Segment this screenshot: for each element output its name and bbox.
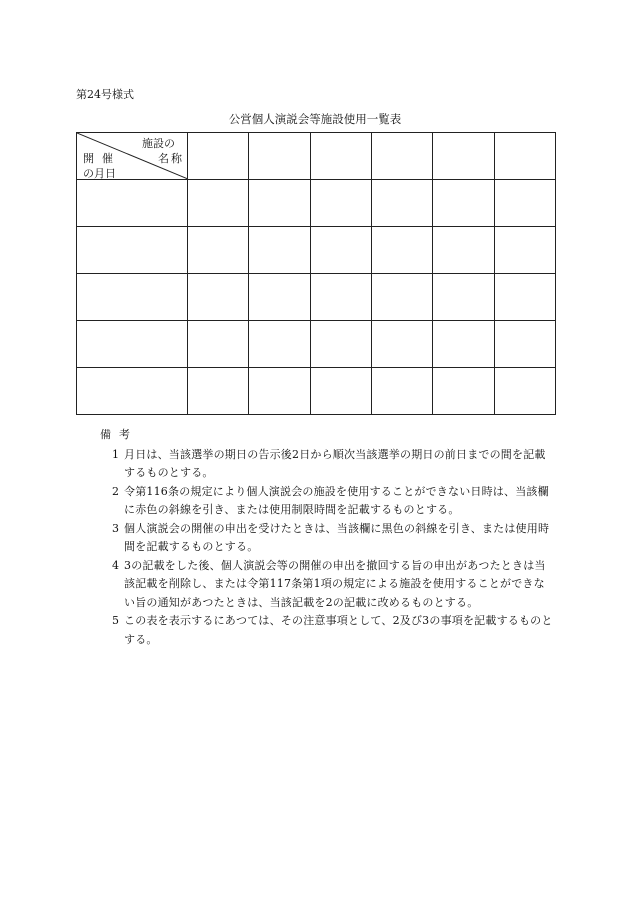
note-number: 2 bbox=[112, 484, 119, 498]
facility-column-header[interactable] bbox=[433, 133, 494, 180]
table-cell[interactable] bbox=[310, 274, 371, 321]
notes-title: 備考 bbox=[100, 428, 138, 441]
facility-column-header[interactable] bbox=[494, 133, 555, 180]
table-cell[interactable] bbox=[433, 321, 494, 368]
table-cell[interactable] bbox=[310, 227, 371, 274]
table-cell[interactable] bbox=[494, 227, 555, 274]
note-text: 3の記載をした後、個人演説会等の開催の申出を撤回する旨の申出があつたときは当該記載を削除し、または令第117条第1項の規定による施設を使用することができない旨の通知があつたときは、当該記載を2の記載に改めるものとする。 bbox=[124, 558, 546, 609]
date-cell[interactable] bbox=[77, 274, 188, 321]
table-cell[interactable] bbox=[494, 321, 555, 368]
corner-facility-label: 施設の bbox=[142, 137, 175, 150]
notes-section bbox=[100, 426, 555, 649]
table-cell[interactable] bbox=[371, 321, 432, 368]
note-item bbox=[112, 483, 555, 520]
corner-header-cell bbox=[77, 133, 188, 180]
table-header-row bbox=[77, 133, 556, 180]
note-text: 令第116条の規定により個人演説会の施設を使用することができない日時は、当該欄に赤色の斜線を引き、または使用制限時間を記載するものとする。 bbox=[124, 484, 549, 516]
table-cell[interactable] bbox=[188, 321, 249, 368]
date-cell[interactable] bbox=[77, 321, 188, 368]
facility-column-header[interactable] bbox=[249, 133, 310, 180]
table-row bbox=[77, 227, 556, 274]
note-number: 4 bbox=[112, 558, 119, 572]
table-row bbox=[77, 368, 556, 415]
table-cell[interactable] bbox=[494, 274, 555, 321]
note-item bbox=[112, 557, 555, 613]
note-number: 3 bbox=[112, 521, 119, 535]
facility-column-header[interactable] bbox=[188, 133, 249, 180]
table-cell[interactable] bbox=[188, 227, 249, 274]
note-item bbox=[112, 520, 555, 557]
corner-held-label: 開催 bbox=[83, 152, 121, 165]
table-cell[interactable] bbox=[249, 180, 310, 227]
table-cell[interactable] bbox=[188, 180, 249, 227]
date-cell[interactable] bbox=[77, 180, 188, 227]
date-cell[interactable] bbox=[77, 368, 188, 415]
table-cell[interactable] bbox=[188, 368, 249, 415]
table-row bbox=[77, 180, 556, 227]
note-item bbox=[112, 446, 555, 483]
document-title: 公営個人演説会等施設使用一覧表 bbox=[228, 112, 402, 126]
facility-column-header[interactable] bbox=[371, 133, 432, 180]
note-number: 5 bbox=[112, 614, 119, 627]
table-cell[interactable] bbox=[371, 227, 432, 274]
table-cell[interactable] bbox=[494, 180, 555, 227]
note-item bbox=[112, 612, 555, 649]
table-row bbox=[77, 321, 556, 368]
table-cell[interactable] bbox=[433, 180, 494, 227]
table-cell[interactable] bbox=[433, 227, 494, 274]
corner-name-label: 名称 bbox=[158, 152, 184, 165]
note-text: 月日は、当該選挙の期日の告示後2日から順次当該選挙の期日の前日までの間を記載するものとする。 bbox=[124, 447, 546, 479]
table-cell[interactable] bbox=[433, 368, 494, 415]
note-text: 個人演説会の開催の申出を受けたときは、当該欄に黒色の斜線を引き、または使用時間を記載するものとする。 bbox=[124, 521, 550, 553]
table-cell[interactable] bbox=[371, 368, 432, 415]
table-cell[interactable] bbox=[310, 368, 371, 415]
table-cell[interactable] bbox=[371, 274, 432, 321]
table-row bbox=[77, 274, 556, 321]
table-cell[interactable] bbox=[433, 274, 494, 321]
table-cell[interactable] bbox=[249, 368, 310, 415]
table-cell[interactable] bbox=[494, 368, 555, 415]
table-cell[interactable] bbox=[310, 180, 371, 227]
corner-date-label: の月日 bbox=[83, 167, 116, 180]
table-cell[interactable] bbox=[310, 321, 371, 368]
facility-column-header[interactable] bbox=[310, 133, 371, 180]
note-text: この表を表示するにあつては、その注意事項として、2及び3の事項を記載するものとする。 bbox=[124, 614, 553, 646]
table-cell[interactable] bbox=[249, 227, 310, 274]
facility-usage-table bbox=[76, 132, 556, 415]
table-cell[interactable] bbox=[249, 321, 310, 368]
date-cell[interactable] bbox=[77, 227, 188, 274]
table-cell[interactable] bbox=[371, 180, 432, 227]
table-cell[interactable] bbox=[249, 274, 310, 321]
note-number: 1 bbox=[112, 447, 119, 461]
form-number: 第24号様式 bbox=[76, 88, 134, 101]
table-cell[interactable] bbox=[188, 274, 249, 321]
